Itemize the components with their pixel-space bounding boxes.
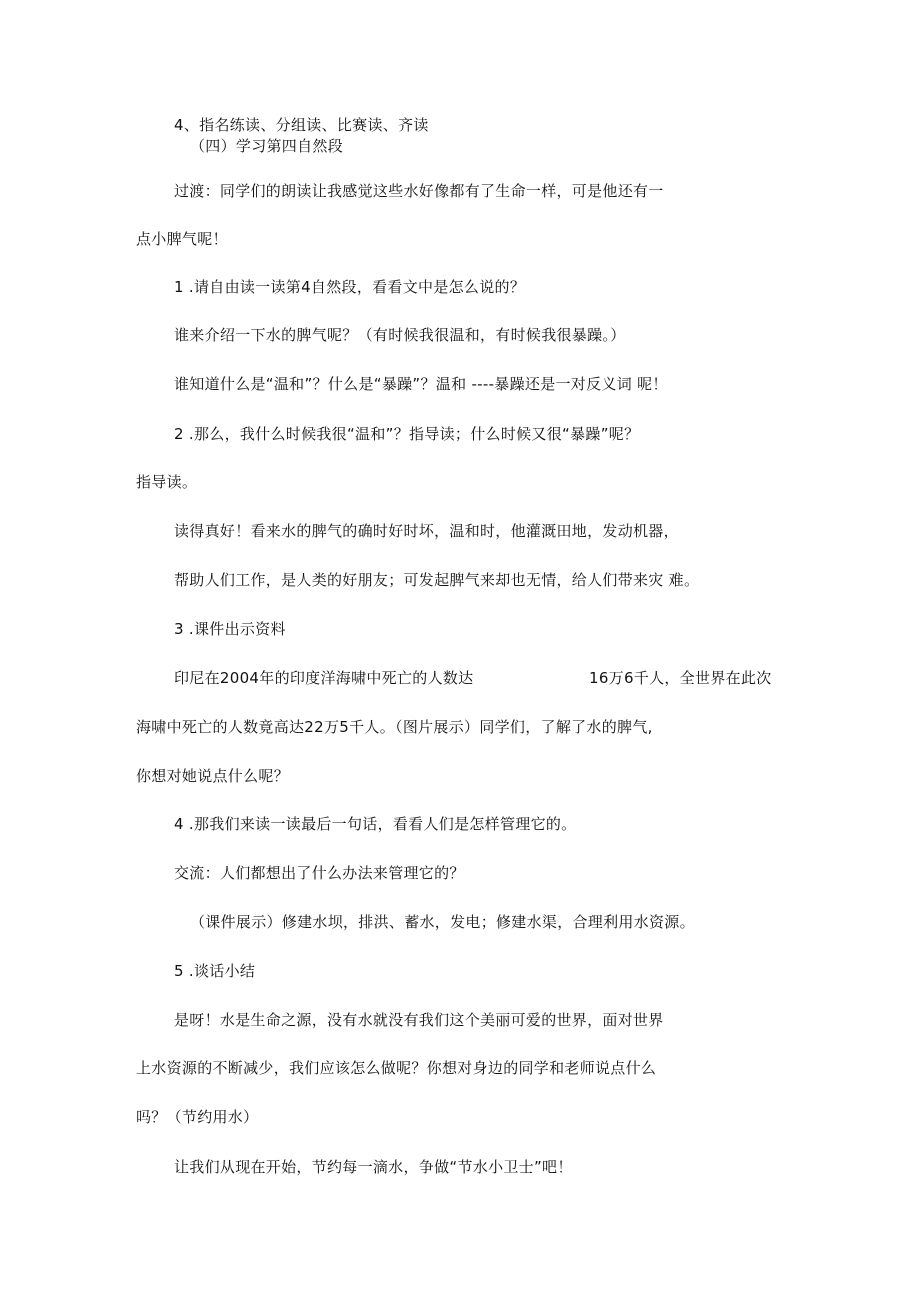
line-question-temper: 谁来介绍一下水的脾气呢？（有时候我很温和，有时候我很暴躁。） <box>174 326 626 344</box>
line-guide-read: 指导读。 <box>136 473 198 491</box>
line-courseware: （课件展示）修建水坝，排洪、蓄水，发电；修建水渠，合理利用水资源。 <box>190 913 695 931</box>
line-item-3: 3 .课件出示资料 <box>174 620 286 638</box>
line-item-4: 4 .那我们来读一读最后一句话，看看人们是怎样管理它的。 <box>174 815 577 833</box>
line-tsunami-3: 你想对她说点什么呢？ <box>136 767 290 785</box>
line-exchange: 交流：人们都想出了什么办法来管理它的？ <box>174 864 465 882</box>
line-praise-2: 帮助人们工作，是人类的好朋友；可发起脾气来却也无情，给人们带来灾 难。 <box>174 571 700 589</box>
line-antonyms: 谁知道什么是“温和”？什么是“暴躁”？温和 ----暴躁还是一对反义词 呢！ <box>174 375 668 393</box>
line-transition-2: 点小脾气呢！ <box>136 230 228 248</box>
line-closing: 让我们从现在开始，节约每一滴水，争做“节水小卫士”吧！ <box>174 1158 573 1176</box>
line-summary-2: 上水资源的不断减少，我们应该怎么做呢？你想对身边的同学和老师说点什么 <box>136 1059 657 1077</box>
line-praise-1: 读得真好！看来水的脾气的确时好时坏，温和时，他灌溉田地，发动机器， <box>174 522 679 540</box>
line-tsunami-1b: 16万6千人，全世界在此次 <box>589 669 772 687</box>
section-heading-4: （四）学习第四自然段 <box>190 137 344 155</box>
line-summary-3: 吗？（节约用水） <box>136 1108 259 1126</box>
line-tsunami-1a: 印尼在2004年的印度洋海啸中死亡的人数达 <box>174 669 474 687</box>
line-transition-1: 过渡：同学们的朗读让我感觉这些水好像都有了生命一样，可是他还有一 <box>174 182 664 200</box>
line-tsunami-2: 海啸中死亡的人数竟高达22万5千人。（图片展示）同学们，了解了水的脾气, <box>136 718 653 736</box>
line-step-4: 4、指名练读、分组读、比赛读、齐读 <box>174 116 429 134</box>
line-summary-1: 是呀！水是生命之源，没有水就没有我们这个美丽可爱的世界，面对世界 <box>174 1011 664 1029</box>
line-item-1: 1 .请自由读一读第4自然段，看看文中是怎么说的？ <box>174 278 526 296</box>
line-item-2: 2 .那么，我什么时候我很“温和”？指导读；什么时候又很“暴躁”呢？ <box>174 425 640 443</box>
line-item-5: 5 .谈话小结 <box>174 962 256 980</box>
